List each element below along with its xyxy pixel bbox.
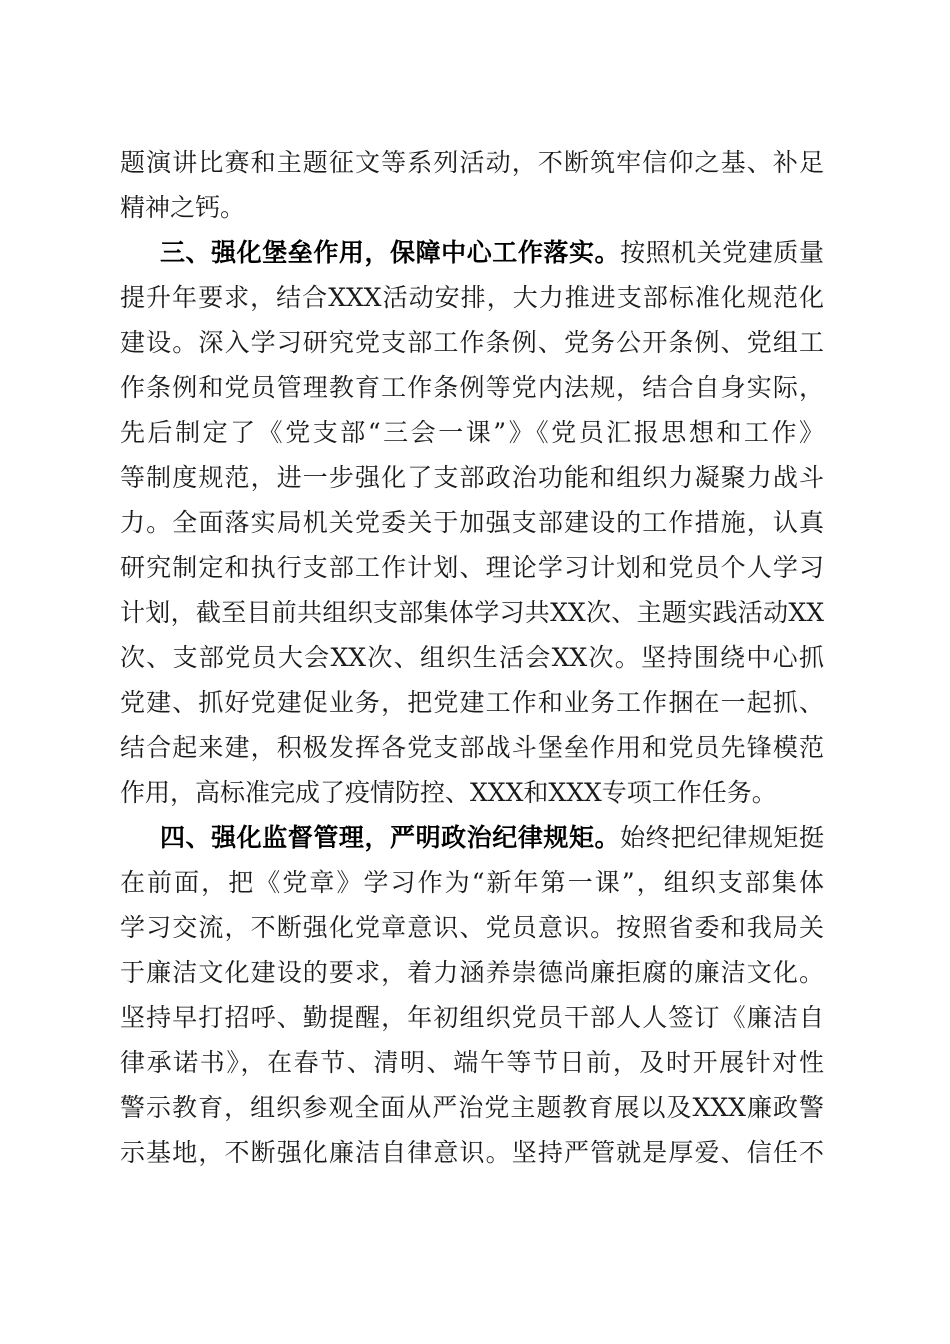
body-text-line: 律承诺书》，在春节、清明、端午等节日前，及时开展针对性 <box>120 1048 824 1077</box>
body-text-line: 精神之钙。 <box>120 193 246 222</box>
body-text-line: 题演讲比赛和主题征文等系列活动，不断筑牢信仰之基、补足 <box>120 148 824 177</box>
section-4-first-line <box>160 820 824 856</box>
body-text-line: 党建、抓好党建促业务，把党建工作和业务工作捆在一起抓、 <box>120 688 824 717</box>
body-text-line: 结合起来建，积极发挥各党支部战斗堡垒作用和党员先锋模范 <box>120 733 824 762</box>
body-text-line: 研究制定和执行支部工作计划、理论学习计划和党员个人学习 <box>120 553 824 582</box>
body-text-line: 于廉洁文化建设的要求，着力涵养崇德尚廉拒腐的廉洁文化。 <box>120 958 824 987</box>
body-text-line: 在前面，把《党章》学习作为“新年第一课”，组织支部集体 <box>120 868 824 897</box>
body-text-line: 示基地，不断强化廉洁自律意识。坚持严管就是厚爱、信任不 <box>120 1138 824 1167</box>
body-text-line: 计划，截至目前共组织支部集体学习共XX次、主题实践活动XX <box>120 598 824 627</box>
body-text-line: 力。全面落实局机关党委关于加强支部建设的工作措施，认真 <box>120 508 824 537</box>
body-text-line: 警示教育，组织参观全面从严治党主题教育展以及XXX廉政警 <box>120 1093 824 1122</box>
body-text-line: 建设。深入学习研究党支部工作条例、党务公开条例、党组工 <box>120 328 824 357</box>
section-3-heading: 三、强化堡垒作用，保障中心工作落实。 <box>160 238 621 267</box>
body-text-line: 学习交流，不断强化党章意识、党员意识。按照省委和我局关 <box>120 913 824 942</box>
section-4-heading: 四、强化监督管理，严明政治纪律规矩。 <box>160 823 621 852</box>
body-text-line: 先后制定了《党支部“三会一课”》《党员汇报思想和工作》 <box>120 418 824 447</box>
section-4-first-line-text: 始终把纪律规矩挺 <box>620 823 824 852</box>
section-3-first-line-text: 按照机关党建质量 <box>620 238 824 267</box>
body-text-line: 坚持早打招呼、勤提醒，年初组织党员干部人人签订《廉洁自 <box>120 1003 824 1032</box>
section-3-first-line <box>160 235 824 271</box>
body-text-line: 等制度规范，进一步强化了支部政治功能和组织力凝聚力战斗 <box>120 463 824 492</box>
body-text-line: 次、支部党员大会XX次、组织生活会XX次。坚持围绕中心抓 <box>120 643 824 672</box>
body-text-line: 作条例和党员管理教育工作条例等党内法规，结合自身实际， <box>120 373 824 402</box>
body-text-line: 提升年要求，结合XXX活动安排，大力推进支部标准化规范化 <box>120 283 824 312</box>
body-text-line: 作用，高标准完成了疫情防控、XXX和XXX专项工作任务。 <box>120 778 777 807</box>
